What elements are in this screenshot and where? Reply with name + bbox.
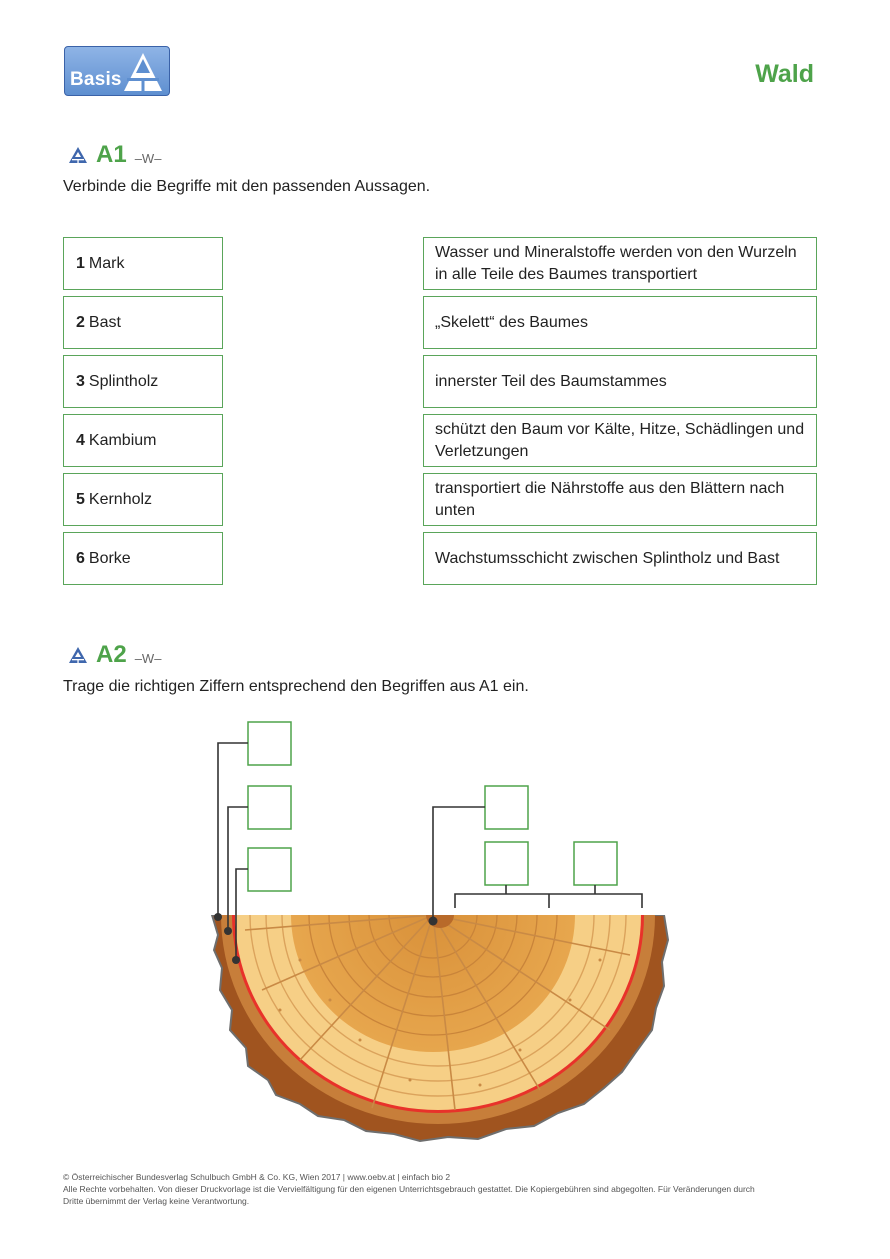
page-title: Wald: [755, 60, 814, 88]
term-box-bast[interactable]: [63, 296, 223, 349]
term-number: 2: [76, 313, 85, 331]
leader-line: [433, 807, 485, 921]
term-label: Borke: [88, 549, 131, 567]
footer-line: © Österreichischer Bundesverlag Schulbuch GmbH & Co. KG, Wien 2017 | www.oebv.at | einfach bio 2: [63, 1172, 451, 1182]
task-instruction: Verbinde die Begriffe mit den passenden Aussagen.: [63, 178, 431, 195]
term-box-kambium[interactable]: [63, 414, 223, 467]
leader-line: [218, 743, 248, 917]
footer-line: Dritte übernimmt der Verlag keine Verantwortung.: [63, 1196, 250, 1206]
task-a2-heading: [68, 640, 161, 670]
statement-text: Wasser und Mineralstoffe werden von den Wurzeln in alle Teile des Baumes transportiert: [435, 243, 797, 283]
term-number: 1: [76, 254, 85, 272]
term-label: Kambium: [88, 431, 157, 449]
leader-dot: [232, 956, 240, 964]
leader-dot: [214, 913, 222, 921]
answer-box: [248, 786, 291, 829]
term-number: 6: [76, 549, 85, 567]
answer-box: [485, 786, 528, 829]
footer: [63, 1171, 823, 1207]
answer-box: [574, 842, 617, 885]
term-box-kernholz[interactable]: [63, 473, 223, 526]
statement-box[interactable]: [423, 355, 817, 408]
answer-box: [248, 722, 291, 765]
pyramid-icon: [68, 146, 88, 164]
task-number: A1: [96, 141, 127, 168]
statement-box[interactable]: [423, 237, 817, 290]
tree-cross-section-diagram: [0, 700, 890, 1160]
leader-dot: [224, 927, 232, 935]
task-a1-heading: [68, 140, 161, 170]
statement-box[interactable]: [423, 532, 817, 585]
statement-box[interactable]: [423, 414, 817, 467]
task-level: –W–: [134, 650, 162, 666]
term-box-splintholz[interactable]: [63, 355, 223, 408]
term-label: Bast: [88, 313, 121, 331]
statement-text: transportiert die Nährstoffe aus den Blättern nach unten: [435, 479, 785, 519]
basis-logo: [64, 46, 170, 96]
statement-text: „Skelett“ des Baumes: [435, 313, 588, 331]
task-number: A2: [96, 641, 127, 668]
term-number: 3: [76, 372, 85, 390]
logo-text: Basis: [70, 69, 122, 90]
term-box-mark[interactable]: [63, 237, 223, 290]
term-label: Splintholz: [88, 372, 159, 390]
term-number: 5: [76, 490, 85, 508]
statement-box[interactable]: [423, 296, 817, 349]
term-label: Mark: [88, 254, 125, 272]
answer-box: [485, 842, 528, 885]
term-box-borke[interactable]: [63, 532, 223, 585]
statement-text: schützt den Baum vor Kälte, Hitze, Schädlingen und Verletzungen: [435, 420, 805, 460]
term-number: 4: [76, 431, 85, 449]
footer-line: Alle Rechte vorbehalten. Von dieser Druckvorlage ist die Vervielfältigung für den eigenen Unterrichtsgebrauch gestattet. Die Kopiergebühren sind abgegolten. Für Veränderungen durch: [63, 1184, 755, 1194]
statement-text: innerster Teil des Baumstammes: [435, 372, 667, 390]
pyramid-icon: [121, 50, 165, 94]
term-label: Kernholz: [88, 490, 153, 508]
statement-box[interactable]: [423, 473, 817, 526]
task-level: –W–: [134, 150, 162, 166]
task-instruction: Trage die richtigen Ziffern entsprechend den Begriffen aus A1 ein.: [63, 678, 529, 695]
leader-dot: [429, 917, 438, 926]
statement-text: Wachstumsschicht zwischen Splintholz und Bast: [435, 549, 780, 567]
pyramid-icon: [68, 646, 88, 664]
answer-box: [248, 848, 291, 891]
